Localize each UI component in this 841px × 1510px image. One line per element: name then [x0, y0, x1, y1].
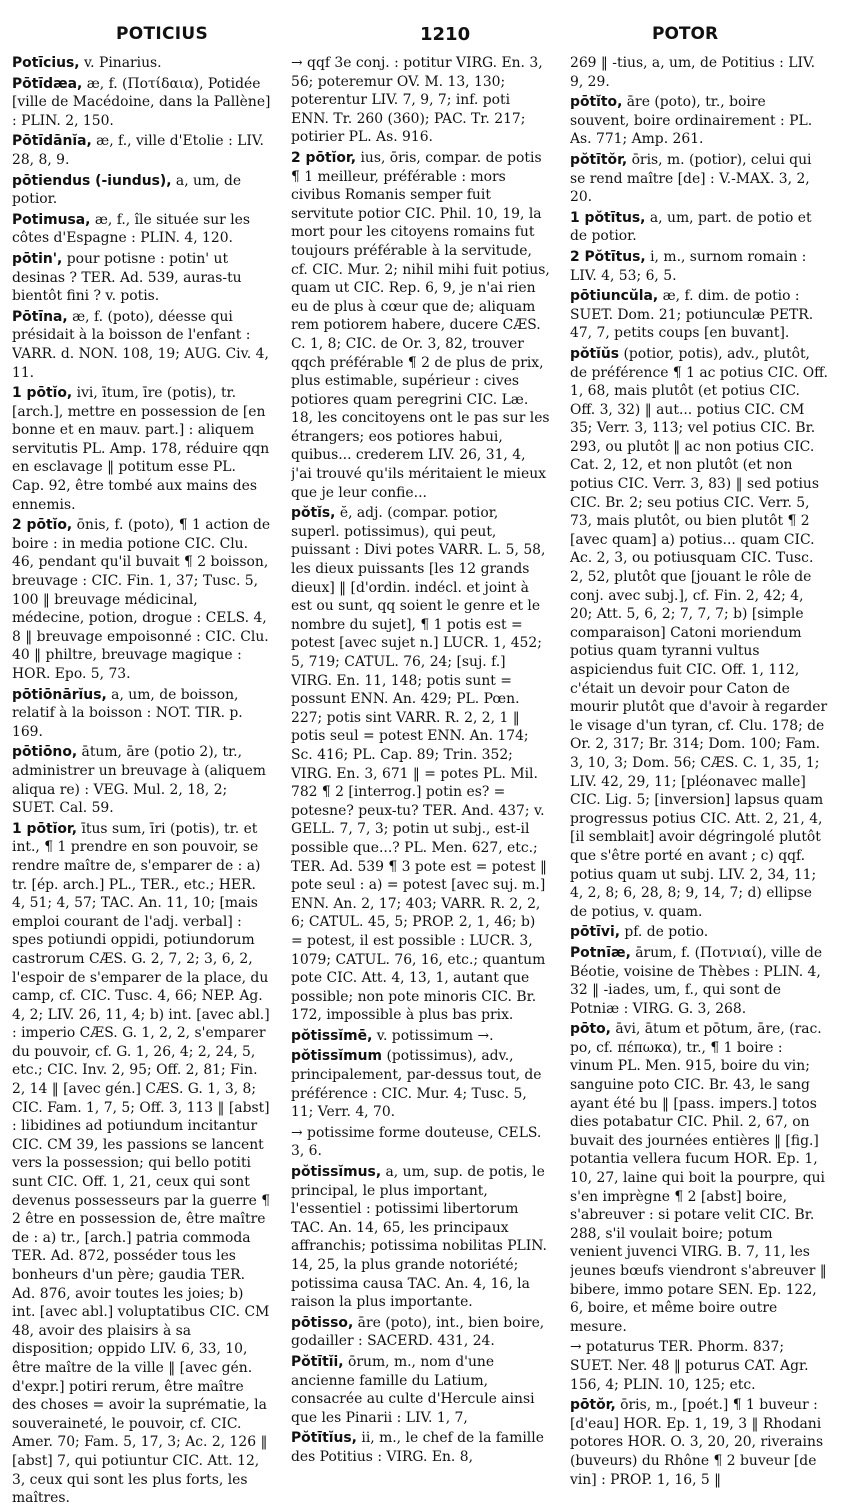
entry-headword: 2 Pŏtītus,: [570, 248, 646, 265]
entry-definition: v. Pinarius.: [79, 55, 162, 71]
entry-definition: a, um, sup. de potis, le principal, le plus important, l'essentiel : potissimi libertorum TAC. An. 14, 65, les principaux affranchis; potissima nobilitas PLIN. 14, 25, la plus grande notoriété; potissima causa TAC. An. 4, 16, la raison la plus importante.: [291, 1164, 547, 1311]
dictionary-entry: [570, 209, 829, 246]
entry-definition: → qqf 3e conj. : potitur VIRG. En. 3, 56; poteremur OV. M. 13, 130; poterentur LIV. 7, 9, 7; inf. poti ENN. Tr. 260 (360); PAC. Tr. 217; potirier PL. As. 916.: [291, 55, 543, 146]
entry-headword: pŏtissĭmum: [291, 1048, 383, 1065]
entry-headword: pōtĭto,: [570, 94, 623, 111]
dictionary-entry: [12, 75, 271, 131]
entry-headword: Pŏtītĭus,: [291, 1430, 357, 1447]
entry-definition: i, m., surnom romain : LIV. 4, 53; 6, 5.: [570, 248, 807, 284]
dictionary-entry: [570, 923, 829, 942]
entry-headword: Pōtīdānĭa,: [12, 133, 92, 150]
entry-headword: Potnīæ,: [570, 944, 631, 961]
dictionary-entry: [12, 308, 271, 382]
entry-definition: (potissimus), adv., principalement, par-dessus tout, de préférence : CIC. Mur. 4; Tusc. 5, 11; Verr. 4, 70.: [291, 1048, 542, 1121]
entry-headword: 2 pōtĭor,: [291, 149, 357, 166]
entry-headword: 2 pōtĭo,: [12, 517, 73, 534]
entry-definition: æ, f., ville d'Etolie : LIV. 28, 8, 9.: [12, 133, 264, 168]
dictionary-entry: [291, 54, 550, 147]
entry-definition: v. potissimum →.: [372, 1027, 494, 1044]
entry-definition: pour potisne : potin' ut desinas ? TER. Ad. 539, auras-tu bientôt fini ? v. potis.: [12, 250, 242, 305]
entry-definition: pf. de potio.: [619, 924, 709, 941]
dictionary-entry: [12, 250, 271, 306]
dictionary-entry: [570, 345, 829, 921]
entry-definition: æ, f. (Ποτίδαια), Potidée [ville de Macédoine, dans la Pallène] : PLIN. 2, 150.: [12, 75, 271, 129]
dictionary-entry: [291, 1047, 550, 1121]
dictionary-entry: [12, 743, 271, 817]
entry-headword: pōtŏr,: [570, 1397, 616, 1414]
dictionary-entry: [291, 149, 550, 502]
entry-definition: → potissime forme douteuse, CELS. 3, 6.: [291, 1124, 542, 1160]
columns-container: [12, 54, 829, 1510]
dictionary-entry: [570, 287, 829, 343]
entry-headword: pŏtĭs,: [291, 505, 336, 522]
entry-definition: ītus sum, īri (potis), tr. et int., ¶ 1 prendre en son pouvoir, se rendre maître de, s'emparer de : a) tr. [ép. arch.] PL., TER., etc.; HER. 4, 51; 4, 57; TAC. An. 11, 10; [mais emploi courant de l'adj. verbal] : spes potiundi oppidi, potiundorum castrorum CÆS. G. 2, 7, 2; 3, 6, 2, l'espoir de s'emparer de la place, du camp, cf. CIC. Tusc. 4, 66; NEP. Ag. 4, 2; LIV. 26, 11, 4; b) int. [avec abl.] : imperio CÆS. G. 1, 2, 2, s'emparer du pouvoir, cf. G. 1, 26, 4; 2, 24, 5, etc.; CIC. Inv. 2, 95; Off. 2, 81; Fin. 2, 14 ‖ [avec gén.] CÆS. G. 1, 3, 8; CIC. Fam. 1, 7, 5; Off. 3, 113 ‖ [abst] : libidines ad potiundum incitantur CIC. CM 39, les passions se lancent vers la possession; qui bello potiti sunt CIC. Off. 1, 21, ceux qui sont devenus possesseurs par la guerre ¶ 2 être en possession de, être maître de : a) tr., [arch.] patria commoda TER. Ad. 872, posséder tous les bonheurs d'un père; gaudia TER. Ad. 876, avoir toutes les joies; b) int. [avec abl.] voluptatibus CIC. CM 48, avoir des plaisirs à sa disposition; oppido LIV. 6, 33, 10, être maître de la ville ‖ [avec gén. d'expr.] potiri rerum, être maître des choses = avoir la suprématie, la souveraineté, le pouvoir, cf. CIC. Amer. 70; Fam. 5, 17, 3; Ac. 2, 126 ‖ [abst] 7, qui potiuntur CIC. Att. 12, 3, ceux qui sont les plus forts, les maîtres.: [12, 820, 271, 1507]
dictionary-entry: [291, 1429, 550, 1466]
column-right: [570, 54, 829, 1510]
entry-headword: pŏtĭŭs: [570, 345, 620, 362]
entry-headword: pōtiendus (-iundus),: [12, 172, 172, 189]
dictionary-entry: [12, 820, 271, 1508]
entry-headword: 1 pōtĭor,: [12, 820, 78, 837]
entry-definition: āvi, ātum et pōtum, āre, (rac. po, cf. πέπωκα), tr., ¶ 1 boire : vinum PL. Men. 915, boire du vin; sanguine poto CIC. Br. 43, le sang ayant été bu ‖ [pass. impers.] totos dies potabatur CIC. Phil. 2, 67, on buvait des journées entières ‖ [fig.] potantia vellera fucum HOR. Ep. 1, 10, 27, laine qui boit la pourpre, qui s'en imprègne ¶ 2 [abst] boire, s'abreuver : si potare velit CIC. Br. 288, s'il voulait boire; potum venient juvenci VIRG. B. 7, 11, les jeunes bœufs viendront s'abreuver ‖ bibere, immo potare SEN. Ep. 122, 6, boire, et même boire outre mesure.: [570, 1021, 827, 1335]
entry-definition: (potior, potis), adv., plutôt, de préférence ¶ 1 ac potius CIC. Off. 1, 68, mais plutôt (et potius CIC. Off. 3, 32) ‖ aut... potius CIC. CM 35; Verr. 3, 113; vel potius CIC. Br. 293, ou plutôt ‖ ac non potius CIC. Cat. 2, 12, et non plutôt (et non potius CIC. Verr. 3, 83) ‖ sed potius CIC. Br. 2; seu potius CIC. Verr. 5, 73, mais plutôt, ou bien plutôt ¶ 2 [avec quam] a) potius... quam CIC. Ac. 2, 3, ou potiusquam CIC. Tusc. 2, 52, plutôt que [jouant le rôle de conj. avec subj.], cf. Fin. 2, 42; 4, 20; Att. 5, 6, 2; 7, 7, 7; b) [simple comparaison] Catoni moriendum potius quam tyranni vultus aspiciendus fuit CIC. Off. 1, 112, c'était un devoir pour Caton de mourir plutôt que d'avoir à regarder le visage d'un tyran, cf. Clu. 178; de Or. 2, 317; Br. 314; Dom. 100; Fam. 3, 10, 3; Dom. 56; CÆS. C. 1, 35, 1; LIV. 42, 29, 11; [pléonavec malle] CIC. Lig. 5; [inversion] lapsus quam progressus potius CIC. Att. 2, 21, 4, [il semblait] avoir dégringolé plutôt que s'être porté en avant ; c) qqf. potius quam ut subj. LIV. 2, 34, 11; 4, 2, 8; 6, 28, 8; 9, 14, 7; d) ellipse de potius, v. quam.: [570, 345, 828, 920]
entry-headword: pŏtītŏr,: [570, 151, 628, 168]
entry-definition: āre (poto), int., bien boire, godailler : SACERD. 431, 24.: [291, 1314, 545, 1350]
entry-headword: pōtiuncŭla,: [570, 288, 659, 305]
dictionary-entry: [12, 211, 271, 248]
entry-headword: Pōtīna,: [12, 308, 68, 325]
dictionary-entry: [570, 1020, 829, 1336]
entry-headword: Pŏtītĭi,: [291, 1353, 344, 1370]
entry-definition: æ, f. (poto), déesse qui présidait à la boisson de l'enfant : VARR. d. NON. 108, 19; AUG. Civ. 4, 11.: [12, 308, 269, 381]
entry-headword: pōtiōnārĭus,: [12, 686, 107, 703]
entry-definition: a, um, de potior.: [12, 172, 242, 208]
entry-definition: ōrum, m., nom d'une ancienne famille du Latium, consacrée au culte d'Hercule ainsi que les Pinarii : LIV. 1, 7,: [291, 1353, 535, 1426]
dictionary-entry: [570, 151, 829, 207]
entry-headword: 1 pōtĭo,: [12, 385, 73, 402]
entry-definition: 269 ‖ -tius, a, um, de Potitius : LIV. 9, 29.: [570, 55, 816, 90]
dictionary-entry: [291, 1163, 550, 1312]
page-header: [12, 8, 829, 52]
dictionary-entry: [12, 686, 271, 742]
entry-definition: ātum, āre (potio 2), tr., administrer un breuvage à (aliquem aliqua re) : VEG. Mul. 2, 18, 2; SUET. Cal. 59.: [12, 744, 266, 817]
entry-headword: pōtīvi,: [570, 924, 620, 941]
entry-definition: ārum, f. (Ποτνιαί), ville de Béotie, voisine de Thèbes : PLIN. 4, 32 ‖ -iades, um, f., qui sont de Potniæ : VIRG. G. 3, 268.: [570, 944, 823, 1017]
dictionary-entry: [291, 1314, 550, 1351]
dictionary-entry: [570, 54, 829, 91]
dictionary-entry: [291, 1027, 550, 1046]
entry-definition: a, um, part. de potio et de potior.: [570, 209, 812, 245]
column-left: [12, 54, 271, 1510]
entry-headword: 1 pŏtītus,: [570, 209, 646, 226]
entry-definition: → potaturus TER. Phorm. 837; SUET. Ner. 48 ‖ poturus CAT. Agr. 156, 4; PLIN. 10, 125; etc.: [570, 1339, 809, 1393]
dictionary-entry: [12, 516, 271, 683]
dictionary-entry: [291, 1124, 550, 1161]
dictionary-entry: [570, 248, 829, 285]
dictionary-entry: [291, 1353, 550, 1427]
entry-definition: āre (poto), tr., boire souvent, boire ordinairement : PL. As. 771; Amp. 261.: [570, 94, 813, 148]
dictionary-entry: [291, 504, 550, 1025]
entry-headword: pŏtissĭmus,: [291, 1164, 382, 1181]
dictionary-entry: [570, 1338, 829, 1394]
dictionary-entry: [12, 132, 271, 169]
entry-headword: pōtin',: [12, 250, 63, 267]
running-head-right: POTOR: [652, 24, 719, 44]
entry-definition: a, um, de boisson, relatif à la boisson : NOT. TIR. p. 169.: [12, 686, 243, 740]
entry-headword: Pōtīdæa,: [12, 75, 83, 92]
dictionary-entry: [12, 54, 271, 73]
dictionary-entry: [12, 172, 271, 209]
page-number: 1210: [420, 24, 471, 45]
dictionary-entry: [570, 1396, 829, 1489]
running-head-left: POTICIUS: [116, 24, 209, 44]
entry-definition: ivi, ītum, īre (potis), tr. [arch.], mettre en possession de [en bonne et en mauv. part.] : aliquem servitutis PL. Amp. 178, réduire qqn en esclavage ‖ potitum esse PL. Cap. 92, être tombé aux mains des ennemis.: [12, 385, 270, 513]
column-middle: [291, 54, 550, 1510]
entry-definition: æ, f., île située sur les côtes d'Espagne : PLIN. 4, 120.: [12, 211, 250, 247]
entry-headword: pōtiōno,: [12, 744, 78, 761]
entry-headword: pōtisso,: [291, 1314, 354, 1331]
entry-headword: pōto,: [570, 1021, 611, 1038]
entry-headword: Potīcius,: [12, 55, 80, 71]
dictionary-entry: [570, 93, 829, 149]
entry-definition: ōnis, f. (poto), ¶ 1 action de boire : in media potione CIC. Clu. 46, pendant qu'il buvait ¶ 2 boisson, breuvage : CIC. Fin. 1, 37; Tusc. 5, 100 ‖ breuvage médicinal, médecine, potion, drogue : CELS. 4, 8 ‖ breuvage empoisonné : CIC. Clu. 40 ‖ philtre, breuvage magique : HOR. Epo. 5, 73.: [12, 517, 271, 682]
entry-definition: ōris, m. (potior), celui qui se rend maître [de] : V.-MAX. 3, 2, 20.: [570, 151, 812, 206]
entry-headword: pŏtissĭmē,: [291, 1027, 373, 1044]
entry-definition: ĕ, adj. (compar. potior, superl. potissimus), qui peut, puissant : Divi potes VARR. L. 5, 58, les dieux puissants [les 12 grands dieux] ‖ [d'ordin. indécl. et joint à est ou sunt, qq soient le genre et le nombre du sujet], ¶ 1 potis est = potest [avec sujet n.] LUCR. 1, 452; 5, 719; CATUL. 76, 24; [suj. f.] VIRG. En. 11, 148; potis sunt = possunt ENN. An. 429; PL. Pœn. 227; potis sint VARR. R. 2, 2, 1 ‖ potis seul = potest ENN. An. 174; Sc. 416; PL. Cap. 89; Trin. 352; VIRG. En. 3, 671 ‖ = potes PL. Mil. 782 ¶ 2 [interrog.] potin es? = potesne? peux-tu? TER. And. 437; v. GELL. 7, 7, 3; potin ut subj., est-il possible que...? PL. Men. 627, etc.; TER. Ad. 539 ¶ 3 pote est = potest ‖ pote seul : a) = potest [avec suj. m.] ENN. An. 2, 17; 403; VARR. R. 2, 2, 6; CATUL. 45, 5; PROP. 2, 1, 46; b) = potest, il est possible : LUCR. 3, 1079; CATUL. 76, 16, etc.; quantum pote CIC. Att. 4, 13, 1, autant que possible; non pote minoris CIC. Br. 172, impossible à plus bas prix.: [291, 505, 547, 1024]
dictionary-entry: [12, 384, 271, 514]
entry-definition: ii, m., le chef de la famille des Potitius : VIRG. En. 8,: [291, 1430, 544, 1465]
dictionary-entry: [570, 944, 829, 1018]
entry-definition: ius, ōris, compar. de potis ¶ 1 meilleur, préférable : mors civibus Romanis semper fuit servitute potior CIC. Phil. 10, 19, la mort pour les citoyens romains fut toujours préférable à la servitude, cf. CIC. Mur. 2; nihil mihi fuit potius, quam ut CIC. Rep. 6, 9, je n'ai rien eu de plus à cœur que de; aliquam rem potiorem habere, ducere CÆS. C. 1, 8; CIC. de Or. 3, 82, trouver qqch préférable ¶ 2 de plus de prix, plus estimable, supérieur : cives potiores quam peregrini CIC. Læ. 18, les concitoyens ont le pas sur les étrangers; eos potiores habui, quibus... crederem LIV. 26, 31, 4, j'ai trouvé qu'ils méritaient le mieux que je leur confie...: [291, 149, 550, 501]
entry-definition: æ, f. dim. de potio : SUET. Dom. 21; potiunculæ PETR. 47, 7, petits coups [en buvant].: [570, 288, 814, 342]
entry-headword: Potimusa,: [12, 211, 91, 228]
entry-definition: ōris, m., [poét.] ¶ 1 buveur : [d'eau] HOR. Ep. 1, 19, 3 ‖ Rhodani potores HOR. O. 3, 20, 20, riverains (buveurs) du Rhône ¶ 2 buveur [de vin] : PROP. 1, 16, 5 ‖: [570, 1397, 824, 1488]
